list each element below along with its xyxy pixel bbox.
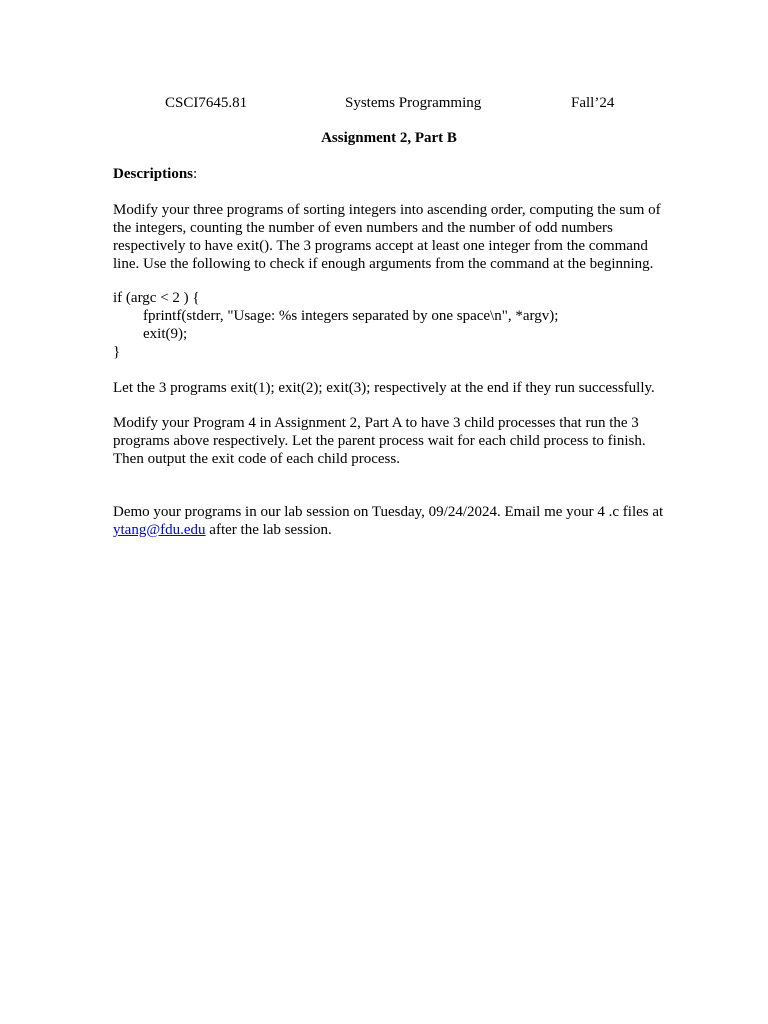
exit-codes-paragraph: Let the 3 programs exit(1); exit(2); exit(3); respectively at the end if they run successfully. xyxy=(113,380,655,396)
demo-text-after: after the lab session. xyxy=(205,522,332,538)
program4-paragraph: Modify your Program 4 in Assignment 2, Part A to have 3 child processes that run the 3 programs above respectively. Let the parent process wait for each child process to finish. Then output the exit code of each child process. xyxy=(113,415,646,467)
assignment-title: Assignment 2, Part B xyxy=(321,130,457,146)
code-snippet xyxy=(113,289,673,361)
code-line-if: if (argc < 2 ) { xyxy=(113,290,200,306)
descriptions-heading xyxy=(113,164,197,184)
code-line-close-brace: } xyxy=(113,344,121,360)
code-line-exit: exit(9); xyxy=(143,326,188,342)
email-link[interactable]: ytang@fdu.edu xyxy=(113,522,206,538)
course-header xyxy=(0,93,768,113)
course-name: Systems Programming xyxy=(345,95,482,111)
semester: Fall’24 xyxy=(571,95,615,111)
descriptions-heading-label: Descriptions xyxy=(113,166,193,182)
code-line-fprintf: fprintf(stderr, "Usage: %s integers separated by one space\n", *argv); xyxy=(143,308,559,324)
demo-text: Demo your programs in our lab session on Tuesday, 09/24/2024. Email me your 4 .c files at xyxy=(113,504,664,520)
demo-paragraph xyxy=(113,503,673,539)
descriptions-heading-colon: : xyxy=(193,166,198,182)
course-code: CSCI7645.81 xyxy=(165,95,248,111)
intro-paragraph: Modify your three programs of sorting integers into ascending order, computing the sum of the integers, counting the number of even numbers and the number of odd numbers respectively to have exit(). The 3 programs accept at least one integer from the command line. Use the following to check if enough arguments from the command at the beginning. xyxy=(113,202,661,272)
